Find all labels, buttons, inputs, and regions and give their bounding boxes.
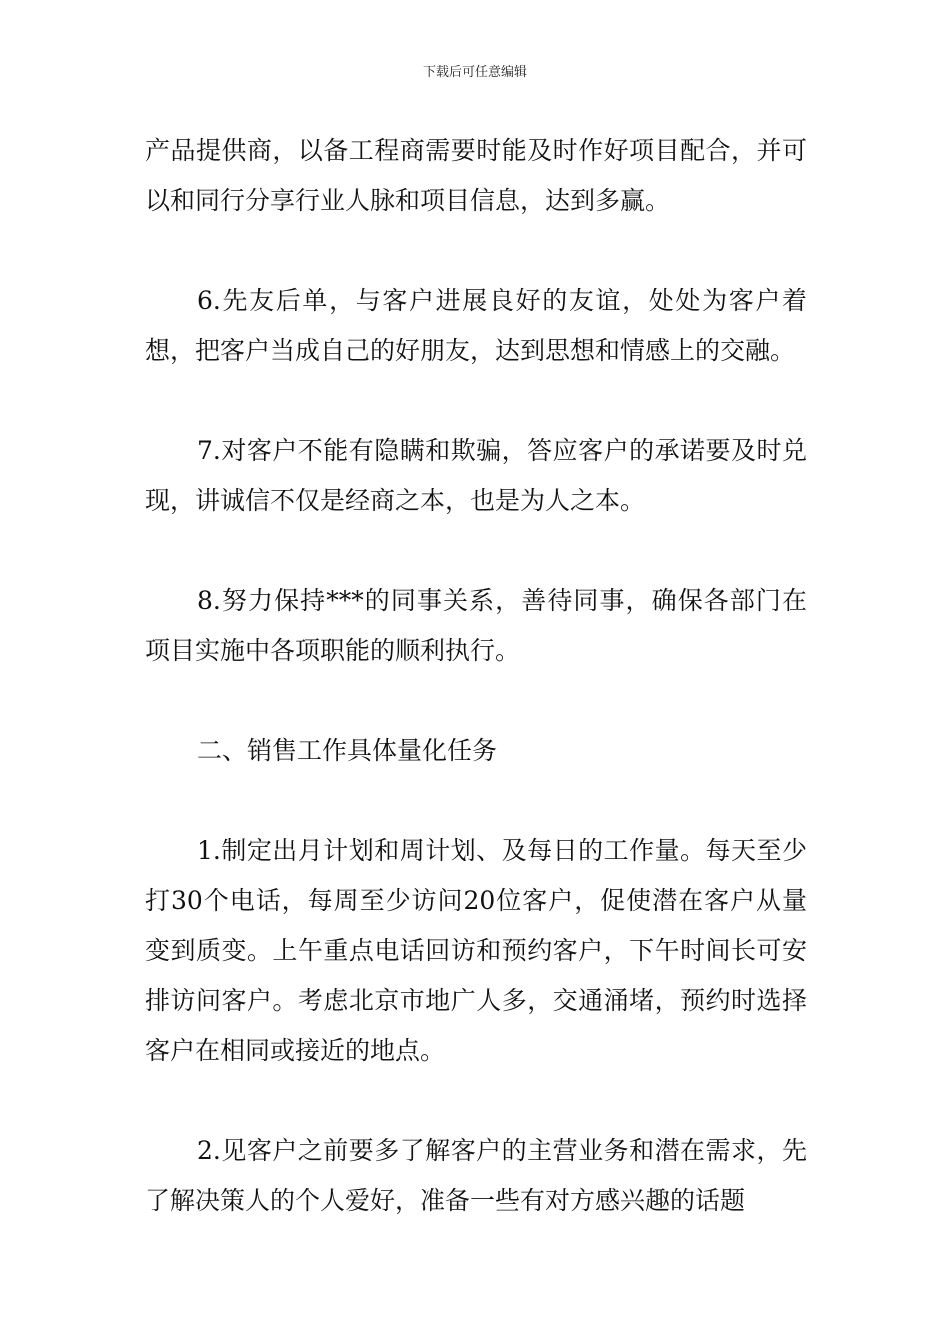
paragraph-task-2: 2.见客户之前要多了解客户的主营业务和潜在需求，先了解决策人的个人爱好，准备一些有对方感兴趣的话题	[145, 1136, 807, 1215]
paragraph-task-1: 1.制定出月计划和周计划、及每日的工作量。每天至少打30个电话，每周至少访问20位客户，促使潜在客户从量变到质变。上午重点电话回访和预约客户，下午时间长可安排访问客户。考虑北京市地广人多，交通涌堵，预约时选择客户在相同或接近的地点。	[145, 836, 807, 1065]
section-heading: 二、销售工作具体量化任务	[197, 736, 498, 765]
paragraph-item-8: 8.努力保持***的同事关系，善待同事，确保各部门在项目实施中各项职能的顺利执行。	[145, 586, 807, 665]
paragraph-item-7: 7.对客户不能有隐瞒和欺骗，答应客户的承诺要及时兑现，讲诚信不仅是经商之本，也是为人之本。	[145, 436, 807, 515]
document-body	[145, 126, 807, 1276]
paragraph-item-6: 6.先友后单，与客户进展良好的友谊，处处为客户着想，把客户当成自己的好朋友，达到思想和情感上的交融。	[145, 286, 807, 365]
paragraph-continuation: 产品提供商，以备工程商需要时能及时作好项目配合，并可以和同行分享行业人脉和项目信息，达到多赢。	[145, 136, 807, 215]
page-header: 下载后可任意编辑	[422, 65, 527, 80]
